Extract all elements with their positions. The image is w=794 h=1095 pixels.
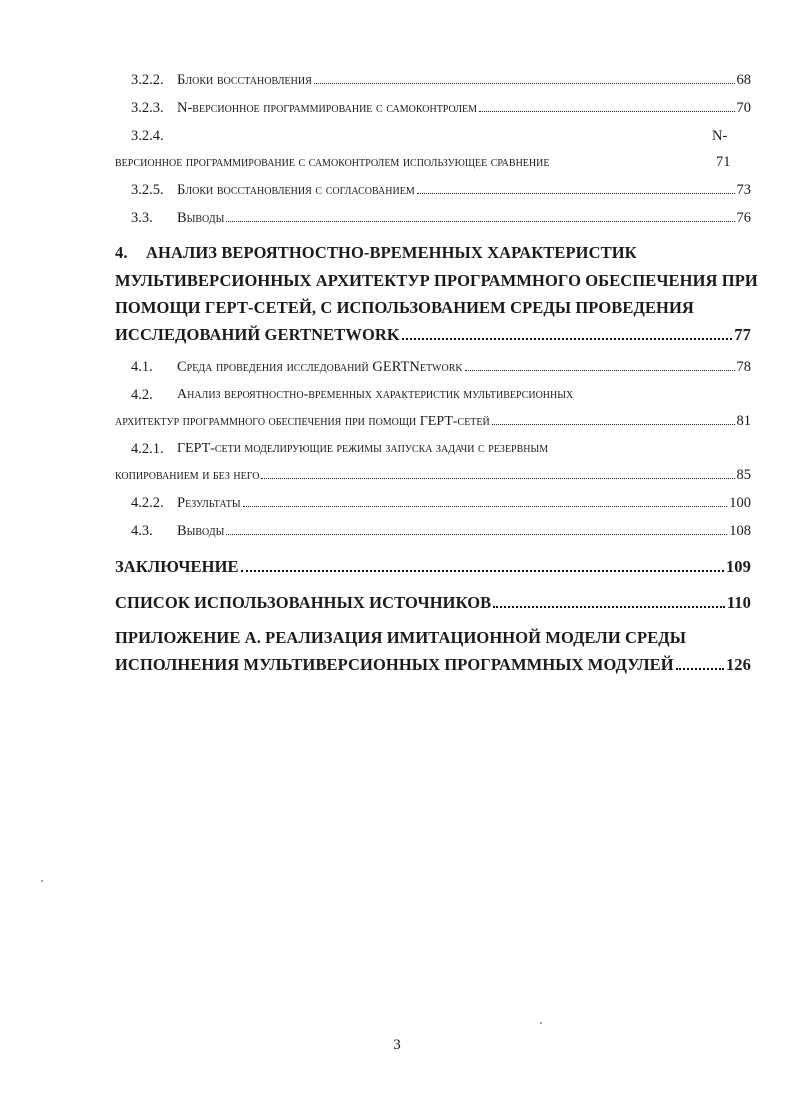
toc-entry-title-line-1: Анализ вероятностно-временных характеристик мультиверсионных: [177, 387, 574, 402]
toc-entry-3-2-2[interactable]: [131, 72, 751, 89]
toc-entry-title: Блоки восстановления с согласованием: [177, 182, 415, 198]
toc-entry-3-2-3[interactable]: [131, 100, 751, 117]
dot-leader: [479, 111, 735, 112]
toc-entry-title: СПИСОК ИСПОЛЬЗОВАННЫХ ИСТОЧНИКОВ: [115, 593, 492, 612]
toc-entry-number: 4.2.1.: [131, 441, 164, 457]
toc-entry-page: 73: [736, 182, 751, 198]
toc-entry-page: 110: [726, 593, 751, 612]
toc-entry-number: 3.2.2.: [131, 72, 164, 88]
toc-entry-title: N-версионное программирование с самоконтролем: [177, 100, 477, 116]
toc-entry-title: Выводы: [177, 210, 225, 226]
page-number: 3: [393, 1037, 401, 1053]
dot-leader: [492, 424, 735, 425]
toc-entry-page: 77: [734, 325, 751, 344]
toc-entry-number: 4.1.: [131, 359, 153, 375]
dot-leader: [314, 83, 735, 84]
toc-entry-page: 109: [725, 557, 751, 576]
dot-leader: [417, 193, 735, 194]
toc-entry-conclusion[interactable]: [115, 557, 751, 577]
dot-leader: [241, 570, 724, 572]
toc-entry-page: 108: [729, 523, 751, 539]
dot-leader: [493, 606, 725, 608]
scan-speck: [41, 880, 43, 882]
dot-leader: [402, 338, 732, 340]
toc-entry-title: Среда проведения исследований GERTNetwork: [177, 359, 463, 375]
toc-entry-number: 3.2.3.: [131, 100, 164, 116]
toc-entry-title-line-2: архитектур программного обеспечения при помощи ГЕРТ-сетей: [115, 414, 490, 429]
toc-entry-title-line-2: ИСПОЛНЕНИЯ МУЛЬТИВЕРСИОННЫХ ПРОГРАММНЫХ МОДУЛЕЙ: [115, 655, 674, 674]
toc-entry-title-line-1: ПРИЛОЖЕНИЕ А. РЕАЛИЗАЦИЯ ИМИТАЦИОННОЙ МОДЕЛИ СРЕДЫ: [115, 628, 687, 647]
toc-entry-4-2-2[interactable]: [131, 495, 751, 512]
toc-entry-page: 85: [736, 467, 751, 483]
toc-entry-page: 70: [736, 100, 751, 116]
scan-speck: [540, 1022, 542, 1024]
toc-entry-title: Результаты: [177, 495, 241, 511]
toc-entry-number: 3.2.5.: [131, 182, 164, 198]
toc-entry-title-line-3: ПОМОЩИ ГЕРТ-СЕТЕЙ, С ИСПОЛЬЗОВАНИЕМ СРЕДЫ ПРОВЕДЕНИЯ: [115, 298, 694, 317]
toc-entry-page: 68: [736, 72, 751, 88]
toc-entry-number: 4.3.: [131, 523, 153, 539]
dot-leader: [676, 668, 724, 670]
toc-entry-3-3[interactable]: [131, 210, 751, 227]
dot-leader: [226, 221, 734, 222]
toc-entry-number: 4.2.2.: [131, 495, 164, 511]
toc-entry-title-line-2: копированием и без него: [115, 468, 260, 483]
toc-entry-title: ЗАКЛЮЧЕНИЕ: [115, 557, 239, 576]
toc-entry-title-line-1: АНАЛИЗ ВЕРОЯТНОСТНО-ВРЕМЕННЫХ ХАРАКТЕРИСТИК: [146, 243, 637, 262]
toc-entry-title-start: N-: [712, 128, 728, 144]
dot-leader: [261, 478, 734, 479]
toc-entry-title: Блоки восстановления: [177, 72, 312, 88]
toc-entry-title: Выводы: [177, 523, 225, 539]
toc-entry-page: 76: [736, 210, 751, 226]
toc-entry-4-3[interactable]: [131, 523, 751, 540]
toc-entry-title-line-2: МУЛЬТИВЕРСИОННЫХ АРХИТЕКТУР ПРОГРАММНОГО ОБЕСПЕЧЕНИЯ ПРИ: [115, 271, 758, 290]
toc-entry-4-1[interactable]: [131, 359, 751, 376]
toc-entry-page: 78: [736, 359, 751, 375]
dot-leader: [226, 534, 727, 535]
toc-entry-page: 100: [729, 495, 751, 511]
dot-leader: [465, 370, 735, 371]
toc-entry-page: 81: [736, 413, 751, 429]
dot-leader: [243, 506, 728, 507]
toc-entry-3-2-5[interactable]: [131, 182, 751, 199]
toc-entry-number: 3.2.4.: [131, 128, 164, 144]
toc-entry-page: 71: [716, 154, 731, 170]
toc-entry-page: 126: [725, 655, 751, 674]
toc-entry-title-continuation: версионное программирование с самоконтролем использующее сравнение: [115, 155, 550, 170]
toc-entry-title-line-1: ГЕРТ-сети моделирующие режимы запуска задачи с резервным: [177, 441, 549, 456]
toc-entry-number: 4.2.: [131, 387, 153, 403]
toc-entry-number: 4.: [115, 243, 128, 262]
toc-entry-number: 3.3.: [131, 210, 153, 226]
toc-entry-title-line-4: ИССЛЕДОВАНИЙ GERTNETWORK: [115, 325, 400, 344]
toc-entry-references[interactable]: [115, 593, 751, 613]
